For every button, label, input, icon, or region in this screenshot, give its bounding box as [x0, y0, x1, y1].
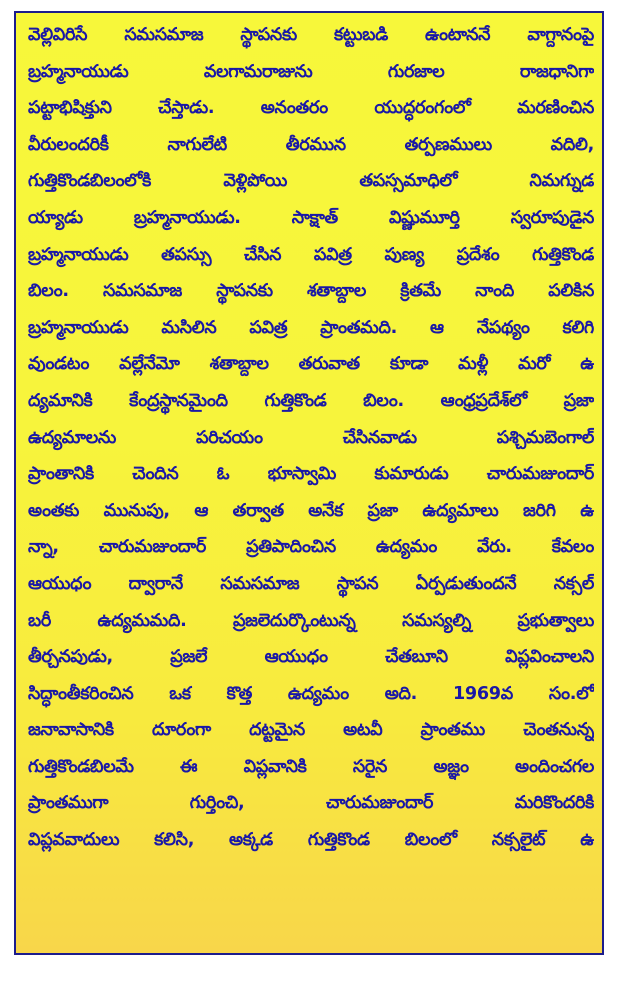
text-line: న్నా, చారుమజుందార్ ప్రతిపాదించిన ఉద్యమం వేరు. కేవలం — [28, 537, 594, 558]
article-text-panel — [14, 11, 604, 955]
text-line: జనావాసానికి దూరంగా దట్టమైన అటవీ ప్రాంతము చెంతనున్న — [28, 720, 594, 741]
text-line: విప్లవవాదులు కలిసి, అక్కడ గుత్తికొండ బిలంలో నక్సలైట్ ఉ — [28, 830, 594, 851]
text-line: ఆయుధం ద్వారానే సమసమాజ స్థాపన ఏర్పడుతుందనే నక్సల్ — [28, 573, 594, 594]
text-line: వుండటం వల్లేనేమో శతాబ్దాల తరువాత కూడా మళ్లీ మరో ఉ — [28, 354, 594, 375]
text-line: అంతకు మునుపు, ఆ తర్వాత అనేక ప్రజా ఉద్యమాలు జరిగి ఉ — [28, 500, 594, 521]
text-line: గుత్తికొండబిలమే ఈ విప్లవానికి సరైన అజ్ఞం అందించగల — [28, 756, 594, 777]
text-line: వీరులందరికీ నాగులేటి తీరమున తర్పణములు వదిలి, — [28, 134, 594, 155]
text-line: బ్రహ్మనాయుడు మసిలిన పవిత్ర ప్రాంతమది. ఆ నేపథ్యం కలిగి — [28, 317, 594, 338]
text-line: గుత్తికొండబిలంలోకి వెళ్లిపోయి తపస్సమాధిలో నిమగ్నుడ — [28, 171, 594, 192]
text-line: ఉద్యమాలను పరిచయం చేసినవాడు పశ్చిమబెంగాల్ — [28, 427, 594, 448]
text-line: య్యాడు బ్రహ్మనాయుడు. సాక్షాత్ విష్ణుమూర్తి స్వరూపుడైన — [28, 207, 594, 228]
text-line: బిలం. సమసమాజ స్థాపనకు శతాబ్దాల క్రితమే నాంది పలికిన — [28, 281, 594, 302]
text-line: ప్రాంతముగా గుర్తించి, చారుమజుందార్ మరికొందరికి — [28, 793, 594, 814]
text-line: బ్రహ్మనాయుడు వలగామరాజును గురజాల రాజధానిగా — [28, 61, 594, 82]
text-line: ప్రాంతానికి చెందిన ఓ భూస్వామి కుమారుడు చారుమజుందార్ — [28, 464, 594, 485]
text-line: పట్టాభిషిక్తుని చేస్తాడు. అనంతరం యుద్ధరంగంలో మరణించిన — [28, 98, 594, 119]
text-line: బ్రహ్మనాయుడు తపస్సు చేసిన పవిత్ర పుణ్య ప్రదేశం గుత్తికొండ — [28, 244, 594, 265]
text-line: తీర్చనపుడు, ప్రజలే ఆయుధం చేతబూని విప్లవించాలని — [28, 647, 594, 668]
text-line: వెల్లివిరిసే సమసమాజ స్థాపనకు కట్టుబడి ఉంటాననే వాగ్దానంపై — [28, 25, 594, 45]
text-line: సిద్ధాంతీకరించిన ఒక కొత్త ఉద్యమం అది. 1969వ సం.లో — [28, 683, 594, 704]
text-line: ద్యమానికి కేంద్రస్థానమైంది గుత్తికొండ బిలం. ఆంధ్రప్రదేశ్‌లో ప్రజా — [28, 390, 594, 411]
text-line: బరీ ఉద్యమమది. ప్రజలెదుర్కొంటున్న సమస్యల్ని ప్రభుత్వాలు — [28, 610, 594, 631]
